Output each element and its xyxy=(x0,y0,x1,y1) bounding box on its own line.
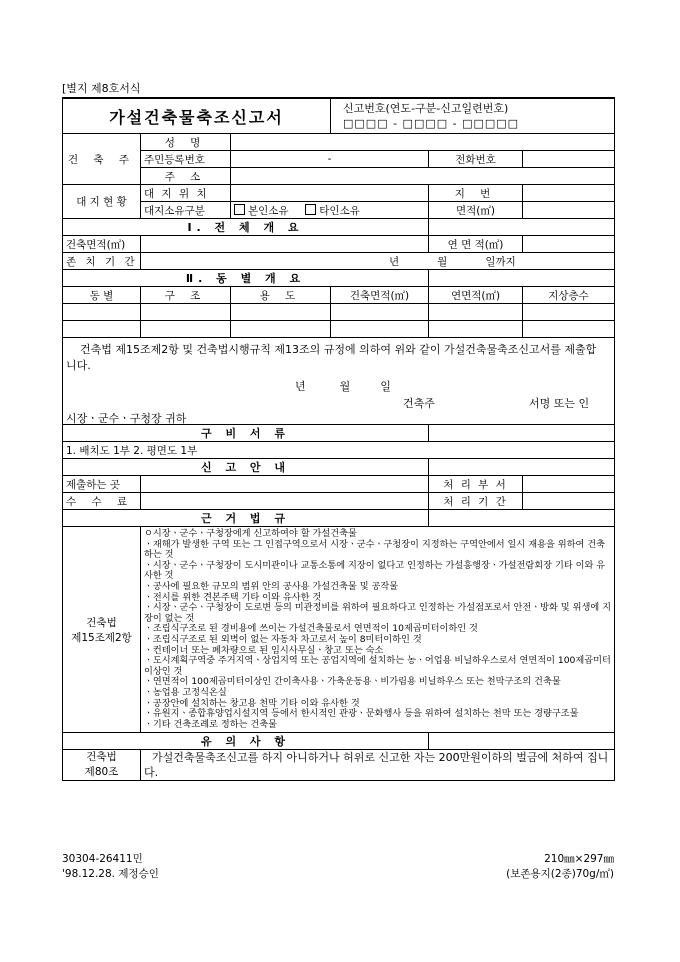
submit-to-field xyxy=(141,476,429,493)
documents-heading: 구 비 서 류 xyxy=(63,425,429,442)
addressee: 시장ㆍ군수ㆍ구청장 귀하 xyxy=(66,412,187,425)
legal-law-article: 제15조제2항 xyxy=(71,631,132,644)
list-item: ㆍ기타 건축조례로 정하는 건축물 xyxy=(144,718,278,730)
list-item: ㆍ공사에 필요한 규모의 범위 안의 공사용 가설건축물 및 공작물 xyxy=(144,580,399,592)
date-year: 년 xyxy=(295,380,306,393)
duration-label: 존 치 기 간 xyxy=(63,253,141,270)
list-item: ㆍ시장ㆍ군수ㆍ구청장이 도시미관이나 교통소통에 지장이 없다고 인정하는 가설흥행장ㆍ가설전람회장 기타 이와 유사한 것 xyxy=(144,559,606,582)
signature-label[interactable]: 서명 또는 인 xyxy=(529,397,590,410)
notes-law-label: 건축법 xyxy=(86,751,117,764)
duration-month: 월 xyxy=(437,255,448,268)
building-overview-heading: Ⅱ. 동 별 개 요 xyxy=(63,270,429,287)
table-row xyxy=(63,304,615,321)
submit-to-label: 제출하는 곳 xyxy=(63,476,141,493)
table-cell[interactable] xyxy=(63,304,141,321)
duration-field[interactable] xyxy=(141,253,615,270)
column-header: 지상층수 xyxy=(523,287,615,304)
column-header: 연면적(㎡) xyxy=(429,287,523,304)
site-area-label: 면적(㎡) xyxy=(429,202,523,219)
footer-code: 30304-26411민 xyxy=(62,853,143,865)
notes-text: 가설건축물축조신고를 하지 아니하거나 허위로 신고한 자는 200만원이하의 벌금에 처하여 집니다. xyxy=(141,750,615,781)
list-item: ㆍ유원지ㆍ종합휴양업시설지역 등에서 한시적인 관광ㆍ문화행사 등을 위하여 설치하는 천막 또는 경량구조물 xyxy=(144,708,579,720)
column-header: 용 도 xyxy=(231,287,331,304)
fee-field xyxy=(141,493,429,510)
list-item: ㆍ연면적이 100제곱미터이상인 간이축사용ㆍ가축운동용ㆍ비가림용 비닐하우스 또는 천막구조의 건축물 xyxy=(144,676,561,688)
column-header: 구 조 xyxy=(141,287,231,304)
site-location-label: 대 지 위 치 xyxy=(141,185,231,202)
address-label: 주 소 xyxy=(141,168,231,185)
guide-heading: 신 고 안 내 xyxy=(63,459,429,476)
date-month: 월 xyxy=(339,380,351,393)
other-option-label: 타인소유 xyxy=(319,204,360,217)
declaration-date xyxy=(295,378,391,394)
table-cell[interactable] xyxy=(331,304,429,321)
form-number-label: [별지 제8호서식 xyxy=(62,82,141,95)
form-table xyxy=(62,97,615,781)
own-option-label: 본인소유 xyxy=(248,204,289,217)
table-row xyxy=(63,321,615,338)
list-item: ㆍ시장ㆍ군수ㆍ구청장이 도로변 등의 미관정비를 위하여 필요하다고 인정하는 가설점포로서 안전ㆍ방화 및 위생에 지장이 없는 것 xyxy=(144,602,612,624)
column-header: 동 별 xyxy=(63,287,141,304)
phone-label: 전화번호 xyxy=(429,151,523,168)
site-location-field[interactable] xyxy=(231,185,429,202)
legal-law-label: 건축법 xyxy=(86,616,117,629)
footer-paper: (보존용지(2종)70g/㎡) xyxy=(506,868,614,880)
column-header: 건축면적(㎡) xyxy=(331,287,429,304)
notes-heading: 유 의 사 항 xyxy=(63,733,429,750)
fee-label: 수 수 료 xyxy=(63,493,141,510)
phone-field[interactable] xyxy=(523,151,615,168)
rrn-label: 주민등록번호 xyxy=(141,151,231,168)
floor-area-label: 연 면 적(㎡) xyxy=(429,236,523,253)
own-checkbox[interactable] xyxy=(234,204,245,215)
documents-list: 1. 배치도 1부 2. 평면도 1부 xyxy=(63,442,615,459)
list-item: ㆍ공장안에 설치하는 창고용 천막 기타 이와 유사한 것 xyxy=(144,697,360,709)
building-area-label: 건축면적(㎡) xyxy=(63,236,141,253)
table-cell[interactable] xyxy=(141,304,231,321)
period-label: 처 리 기 간 xyxy=(429,493,523,510)
period-field xyxy=(523,493,615,510)
list-item: ㆍ조립식구조로 된 경비용에 쓰이는 가설건축물로서 연면적이 10제곱미터이하인 것 xyxy=(144,623,478,635)
footer-approval: '98.12.28. 제정승인 xyxy=(62,868,159,880)
table-cell[interactable] xyxy=(429,321,523,338)
table-cell[interactable] xyxy=(429,304,523,321)
rrn-field[interactable] xyxy=(231,151,429,168)
applicant-label: 건축주 xyxy=(403,397,435,410)
declaration-block xyxy=(63,338,615,425)
table-cell[interactable] xyxy=(63,321,141,338)
site-label: 대 지 현 황 xyxy=(63,185,141,219)
report-number-boxes: □□□□ - □□□□ - □□□□□ xyxy=(343,117,520,130)
dept-label: 처 리 부 서 xyxy=(429,476,523,493)
footer-size: 210㎜×297㎜ xyxy=(544,853,614,865)
notes-law xyxy=(63,750,141,781)
address-field[interactable] xyxy=(231,168,615,185)
floor-area-field[interactable] xyxy=(523,236,615,253)
table-cell[interactable] xyxy=(231,321,331,338)
building-area-field[interactable] xyxy=(141,236,429,253)
overview-heading: Ⅰ. 전 체 개 요 xyxy=(63,219,429,236)
table-cell[interactable] xyxy=(231,304,331,321)
list-item: ㅇ시장ㆍ군수ㆍ구청장에게 신고하여야 할 가설건축물 xyxy=(144,528,357,539)
legal-basis-list xyxy=(141,527,615,733)
list-item: ㆍ조립식구조로 된 외벽이 없는 자동차 차고로서 높이 8미터이하인 것 xyxy=(144,633,422,645)
rrn-dash: - xyxy=(327,153,332,165)
duration-until: 일까지 xyxy=(485,255,516,268)
date-day: 일 xyxy=(380,380,391,393)
builder-label: 건 축 주 xyxy=(63,134,141,185)
name-label: 성 명 xyxy=(141,134,231,151)
ownership-label: 대지소유구분 xyxy=(141,202,231,219)
site-area-field[interactable] xyxy=(523,202,615,219)
lot-number-label: 지 번 xyxy=(429,185,523,202)
report-number-label: 신고번호(연도-구분-신고일련번호) xyxy=(343,102,509,115)
ownership-options xyxy=(231,202,429,219)
table-cell[interactable] xyxy=(331,321,429,338)
notes-law-article: 제80조 xyxy=(84,766,119,779)
dept-field xyxy=(523,476,615,493)
lot-number-field[interactable] xyxy=(523,185,615,202)
other-checkbox[interactable] xyxy=(305,204,316,215)
duration-year: 년 xyxy=(389,255,400,268)
list-item: ㆍ전시를 위한 견본주택 기타 이와 유사한 것 xyxy=(144,591,322,603)
table-cell[interactable] xyxy=(523,304,615,321)
report-number-field[interactable] xyxy=(331,98,615,134)
table-cell[interactable] xyxy=(141,321,231,338)
list-item: ㆍ농업용 고정식온실 xyxy=(144,686,227,698)
legal-basis-heading: 근 거 법 규 xyxy=(63,510,429,527)
list-item: ㆍ도시계획구역중 주거지역ㆍ상업지역 또는 공업지역에 설치하는 농ㆍ어업용 비닐하우스로서 연면적이 100제곱미터이상인 것 xyxy=(144,655,611,677)
report-form xyxy=(62,97,614,781)
list-item: ㆍ재해가 발생한 구역 또는 그 인접구역으로서 시장ㆍ군수ㆍ구청장이 지정하는 구역안에서 일시 재용을 위하여 건축하는 것 xyxy=(144,538,606,561)
table-cell[interactable] xyxy=(523,321,615,338)
building-overview-header-row xyxy=(63,287,615,304)
form-title: 가설건축물축조신고서 xyxy=(63,98,331,134)
name-field[interactable] xyxy=(231,134,615,151)
list-item: ㆍ컨테이너 또는 폐차량으로 된 임시사무실ㆍ창고 또는 숙소 xyxy=(144,644,384,656)
legal-basis-law xyxy=(63,527,141,733)
declaration-text: 건축법 제15조제2항 및 건축법시행규칙 제13조의 규정에 의하여 위와 같이 가설건축물축조신고서를 제출합니다. xyxy=(66,343,597,372)
